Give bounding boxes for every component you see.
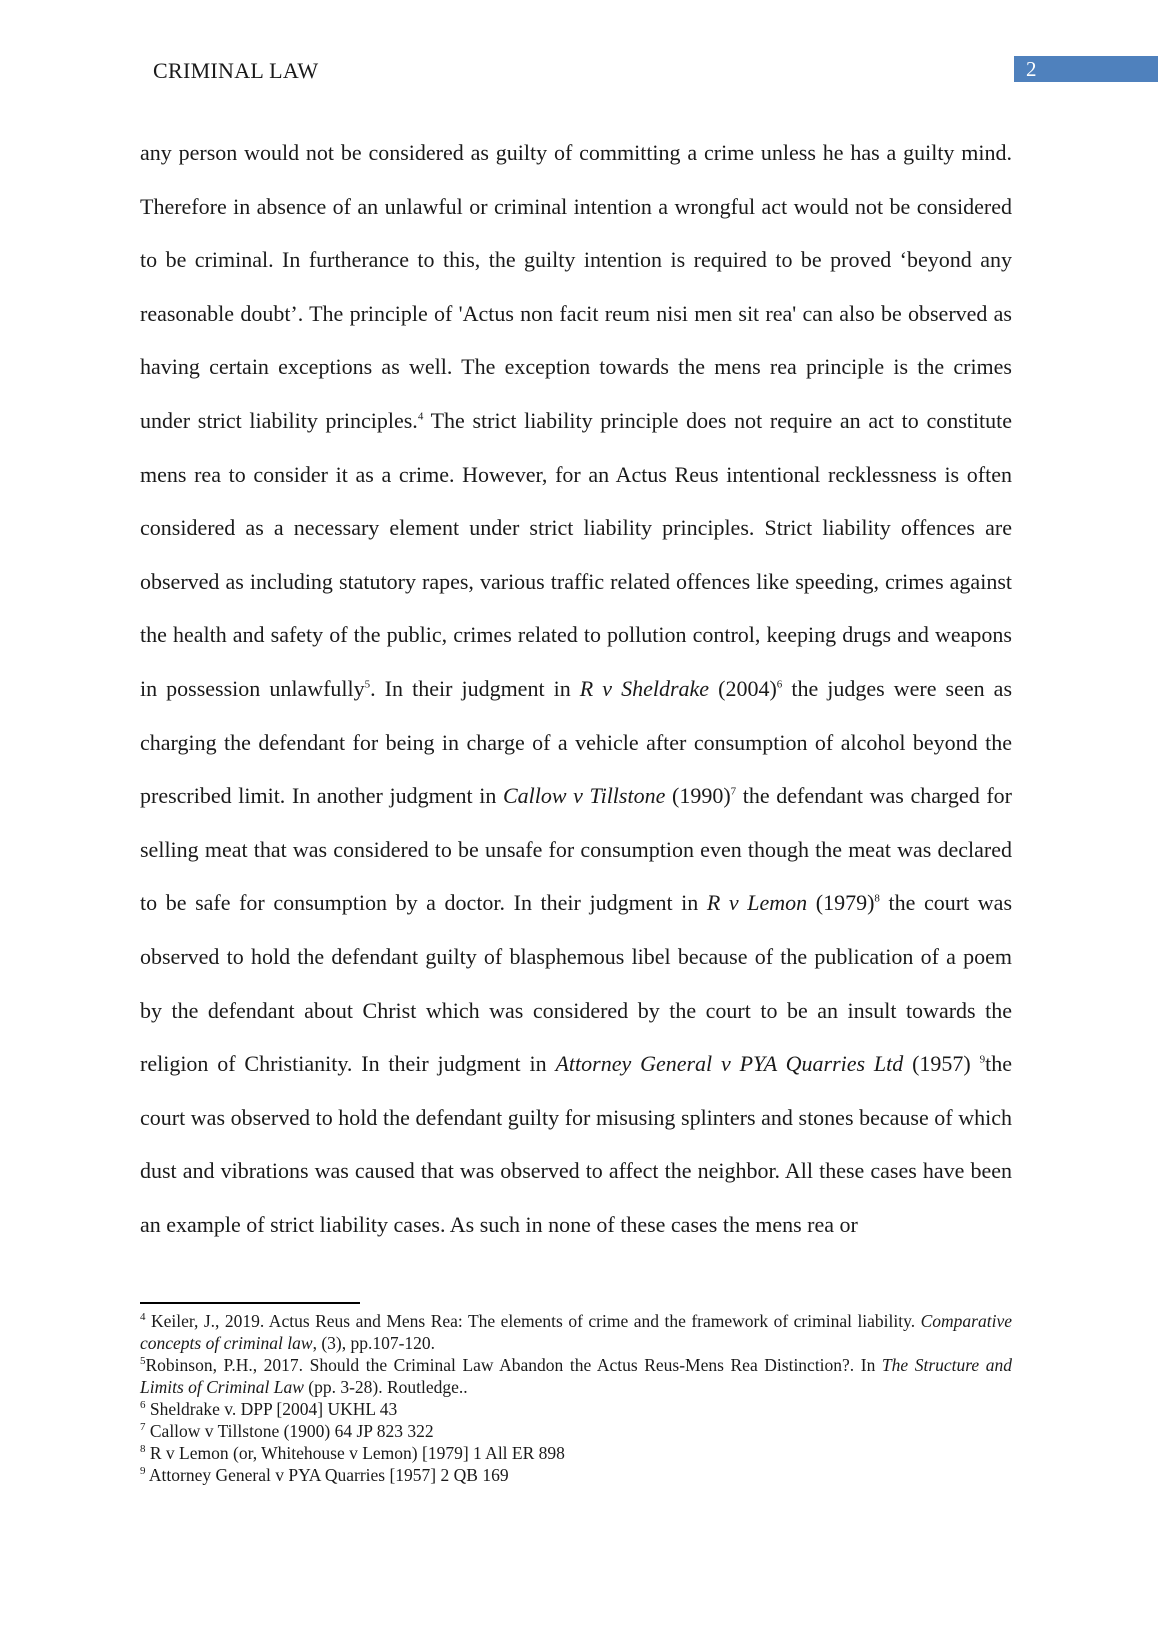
footnote-number: 8 [140,1443,146,1456]
footnote-text: Robinson, P.H., 2017. Should the Criminal Law Abandon the Actus Reus-Mens Rea Distinction?. In [145,1355,882,1375]
footnote-ref-6[interactable]: 6 [776,678,783,691]
footnote-8 [140,1442,1012,1464]
body-text-segment: (1979) [807,890,875,916]
footnote-ref-7[interactable]: 7 [730,785,737,798]
body-text-segment: the court was observed to hold the defendant guilty of blasphemous libel because of the publication of a poem by the defendant about Christ which was considered by the court to be an insult towards the religion of Christianity. In their judgment in [140,890,1013,1077]
body-text-segment: (2004) [709,675,777,701]
footnote-6 [140,1398,1012,1420]
footnote-number: 5 [140,1355,146,1368]
footnote-5 [140,1354,1012,1398]
footnote-7 [140,1420,1012,1442]
footnote-ref-8[interactable]: 8 [874,892,880,905]
footnote-text: (pp. 3-28). Routledge.. [303,1377,468,1397]
footnote-text: Sheldrake v. DPP [2004] UKHL 43 [145,1399,398,1419]
footnote-ref-9[interactable]: 9 [979,1053,986,1066]
body-text-segment: . In their judgment in [370,675,580,701]
footnote-italic: The Structure and Limits of Criminal Law [140,1355,1012,1397]
body-text-segment: The strict liability principle does not require an act to constitute mens rea to consider it as a crime. However, for an Actus Reus intentional recklessness is often considered as a necessary element under strict liability principles. Strict liability offences are observed as including statutory rapes, various traffic related offences like speeding, crimes against the health and safety of the public, crimes related to pollution control, keeping drugs and weapons in possession unlawfully [140,407,1012,701]
footnote-divider [140,1302,360,1304]
footnote-ref-4[interactable]: 4 [417,410,424,423]
footnote-number: 7 [140,1421,146,1434]
footnote-text: Keiler, J., 2019. Actus Reus and Mens Rea: The elements of crime and the framework of criminal liability. [145,1311,921,1331]
case-name-pya: Attorney General v PYA Quarries Ltd [555,1051,904,1077]
body-text-segment: the judges were seen as charging the defendant for being in charge of a vehicle after consumption of alcohol beyond the prescribed limit. In another judgment in [140,675,1013,809]
footnote-number: 6 [140,1399,146,1412]
footnote-text: R v Lemon (or, Whitehouse v Lemon) [1979] 1 All ER 898 [145,1443,565,1463]
footnote-text: Callow v Tillstone (1900) 64 JP 823 322 [145,1421,434,1441]
body-text-segment: (1957) [903,1051,980,1077]
page-header [0,56,1158,84]
footnote-4 [140,1310,1012,1354]
footnote-text: Attorney General v PYA Quarries [1957] 2 QB 169 [145,1465,509,1485]
body-text-segment: (1990) [665,783,731,809]
body-text-segment: the court was observed to hold the defendant guilty for misusing splinters and stones because of which dust and vibrations was caused that was observed to affect the neighbor. All these cases have been an example of strict liability cases. As such in none of these cases the mens rea or [140,1051,1012,1237]
body-text-segment: any person would not be considered as guilty of committing a crime unless he has a guilty mind. Therefore in absence of an unlawful or criminal intention a wrongful act would not be considered to be criminal. In furtherance to this, the guilty intention is required to be proved ‘beyond any reasonable doubt’. The principle of 'Actus non facit reum nisi men sit rea' can also be observed as having certain exceptions as well. The exception towards the mens rea principle is the crimes under strict liability principles. [140,140,1012,433]
footnotes-section [140,1310,1012,1486]
case-name-callow: Callow v Tillstone [502,783,666,809]
footnote-number: 9 [140,1465,146,1478]
footnote-number: 4 [140,1311,146,1324]
body-text-segment: the defendant was charged for selling meat that was considered to be unsafe for consumption even though the meat was declared to be safe for consumption by a doctor. In their judgment in [140,783,1012,916]
body-paragraph [140,126,1012,1251]
case-name-lemon: R v Lemon [706,890,808,916]
footnote-ref-5[interactable]: 5 [364,678,371,691]
case-name-sheldrake: R v Sheldrake [579,675,710,701]
footnote-text: , (3), pp.107-120. [312,1333,436,1353]
header-title: CRIMINAL LAW [153,58,319,83]
footnote-italic: Comparative concepts of criminal law [140,1311,1012,1353]
footnote-9 [140,1464,1012,1486]
page-number: 2 [1014,56,1158,82]
